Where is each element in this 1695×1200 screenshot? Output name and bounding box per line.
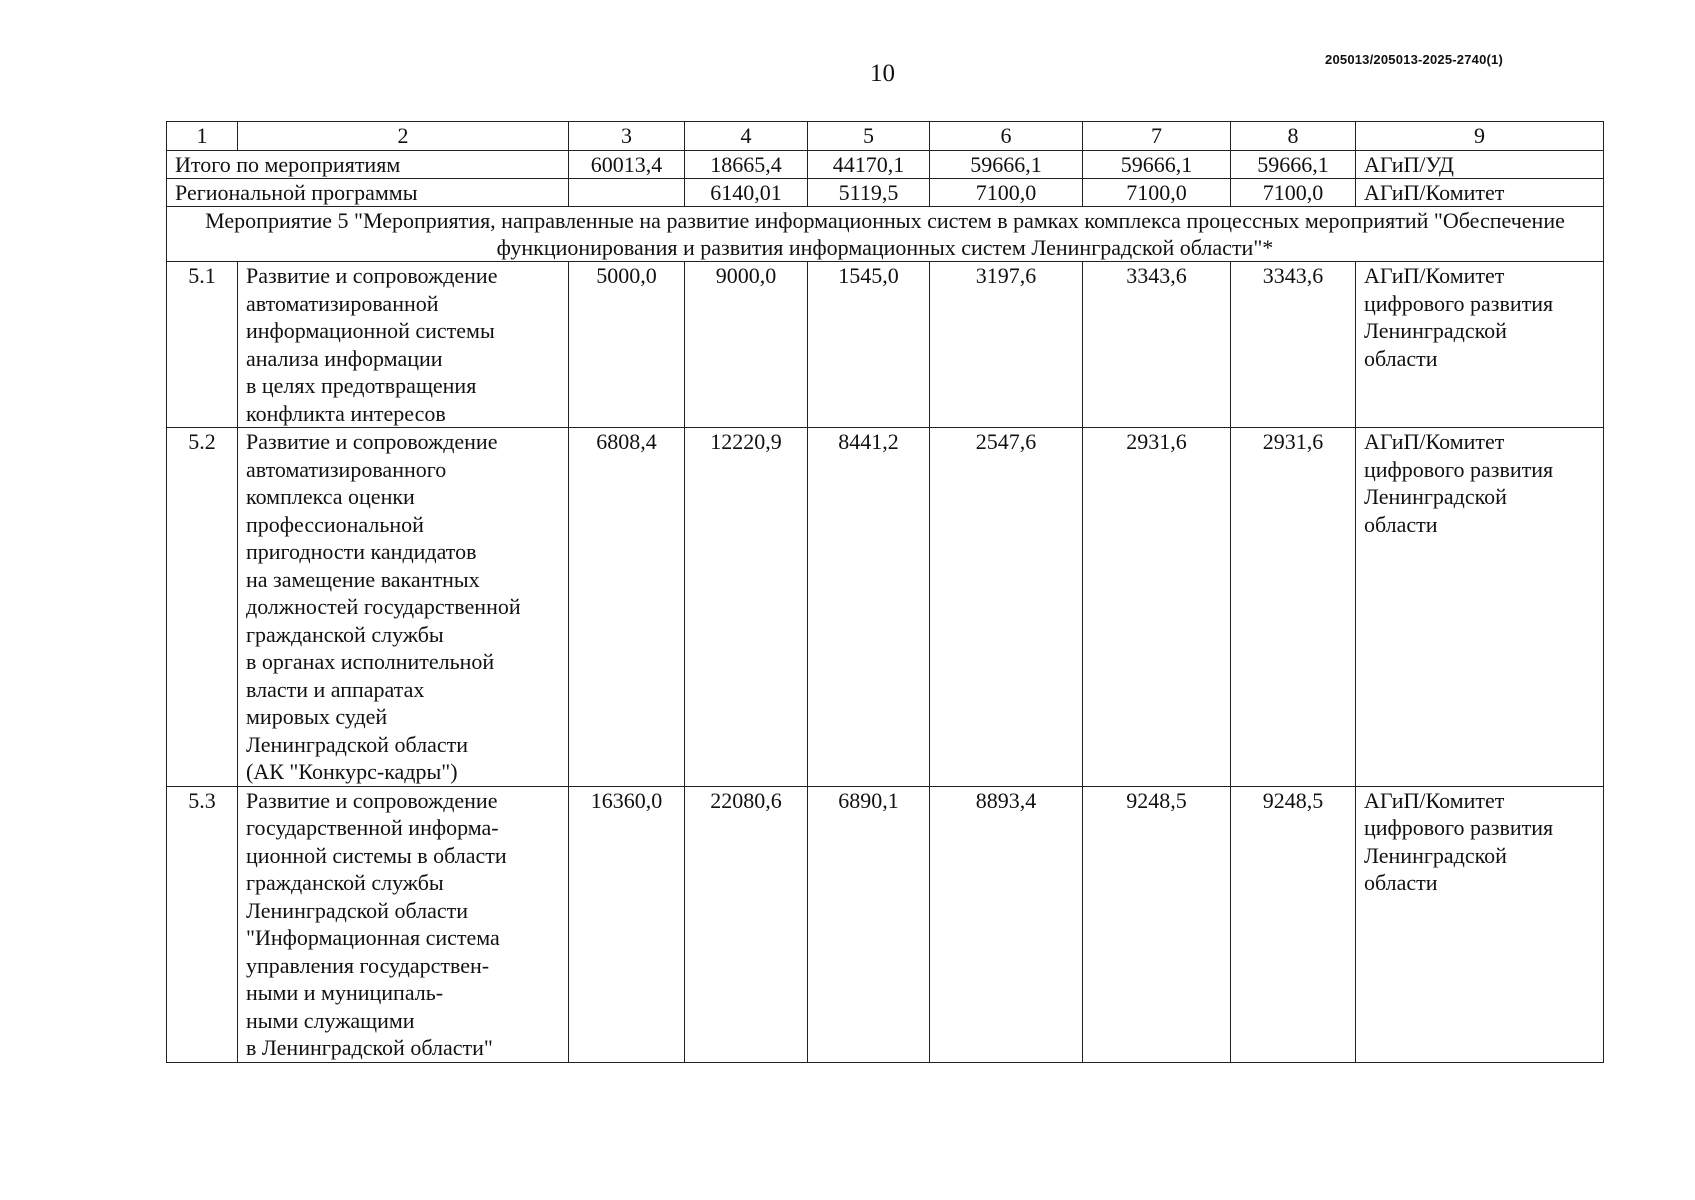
item-value: 8893,4	[930, 786, 1083, 1062]
total-value: 18665,4	[685, 151, 808, 179]
item-value: 3343,6	[1083, 262, 1231, 428]
item-value: 9248,5	[1083, 786, 1231, 1062]
item-value: 6808,4	[569, 428, 685, 787]
item-value: 6890,1	[808, 786, 930, 1062]
total-value: 60013,4	[569, 151, 685, 179]
item-value: 22080,6	[685, 786, 808, 1062]
column-header: 5	[808, 122, 930, 151]
item-value: 16360,0	[569, 786, 685, 1062]
total-value: 59666,1	[1083, 151, 1231, 179]
document-id: 205013/205013-2025-2740(1)	[1325, 52, 1503, 67]
column-header: 8	[1231, 122, 1356, 151]
section-row	[167, 207, 1604, 262]
totals-row	[167, 179, 1604, 207]
item-description: Развитие и сопровождение государственной информа- ционной системы в области гражданской службы Ленинградской области "Информационная система управления государствен- ными и муниципаль- ными служащими в Ленинградской области"	[238, 786, 569, 1062]
column-header: 2	[238, 122, 569, 151]
total-responsible: АГиП/УД	[1356, 151, 1604, 179]
page-number: 10	[870, 60, 895, 87]
column-header: 7	[1083, 122, 1231, 151]
total-value: 59666,1	[1231, 151, 1356, 179]
total-value: 44170,1	[808, 151, 930, 179]
item-value: 9248,5	[1231, 786, 1356, 1062]
item-responsible: АГиП/Комитет цифрового развития Ленинградской области	[1356, 786, 1604, 1062]
column-header: 9	[1356, 122, 1604, 151]
item-value: 2547,6	[930, 428, 1083, 787]
total-value: 7100,0	[930, 179, 1083, 207]
program-table	[166, 121, 1604, 1063]
item-value: 1545,0	[808, 262, 930, 428]
item-value: 3197,6	[930, 262, 1083, 428]
total-responsible: АГиП/Комитет	[1356, 179, 1604, 207]
item-value: 2931,6	[1083, 428, 1231, 787]
item-value: 9000,0	[685, 262, 808, 428]
item-number: 5.1	[167, 262, 238, 428]
total-value: 7100,0	[1231, 179, 1356, 207]
item-number: 5.3	[167, 786, 238, 1062]
section-title: Мероприятие 5 "Мероприятия, направленные на развитие информационных систем в рамках комплекса процессных мероприятий "Обеспечение функционирования и развития информационных систем Ленинградской области"*	[167, 207, 1604, 262]
totals-label: Региональной программы	[167, 179, 569, 207]
total-value: 7100,0	[1083, 179, 1231, 207]
totals-row	[167, 151, 1604, 179]
item-value: 3343,6	[1231, 262, 1356, 428]
item-responsible: АГиП/Комитет цифрового развития Ленинградской области	[1356, 262, 1604, 428]
table-row	[167, 786, 1604, 1062]
table-header-row	[167, 122, 1604, 151]
totals-label: Итого по мероприятиям	[167, 151, 569, 179]
total-value: 6140,01	[685, 179, 808, 207]
column-header: 3	[569, 122, 685, 151]
item-responsible: АГиП/Комитет цифрового развития Ленинградской области	[1356, 428, 1604, 787]
item-value: 12220,9	[685, 428, 808, 787]
item-value: 8441,2	[808, 428, 930, 787]
item-description: Развитие и сопровождение автоматизированной информационной системы анализа информации в целях предотвращения конфликта интересов	[238, 262, 569, 428]
total-value: 5119,5	[808, 179, 930, 207]
column-header: 6	[930, 122, 1083, 151]
column-header: 1	[167, 122, 238, 151]
item-value: 2931,6	[1231, 428, 1356, 787]
item-value: 5000,0	[569, 262, 685, 428]
item-number: 5.2	[167, 428, 238, 787]
column-header: 4	[685, 122, 808, 151]
table-row	[167, 262, 1604, 428]
total-value: 59666,1	[930, 151, 1083, 179]
table-row	[167, 428, 1604, 787]
item-description: Развитие и сопровождение автоматизированного комплекса оценки профессиональной пригодности кандидатов на замещение вакантных должностей государственной гражданской службы в органах исполнительной власти и аппаратах мировых судей Ленинградской области (АК "Конкурс-кадры")	[238, 428, 569, 787]
total-value	[569, 179, 685, 207]
